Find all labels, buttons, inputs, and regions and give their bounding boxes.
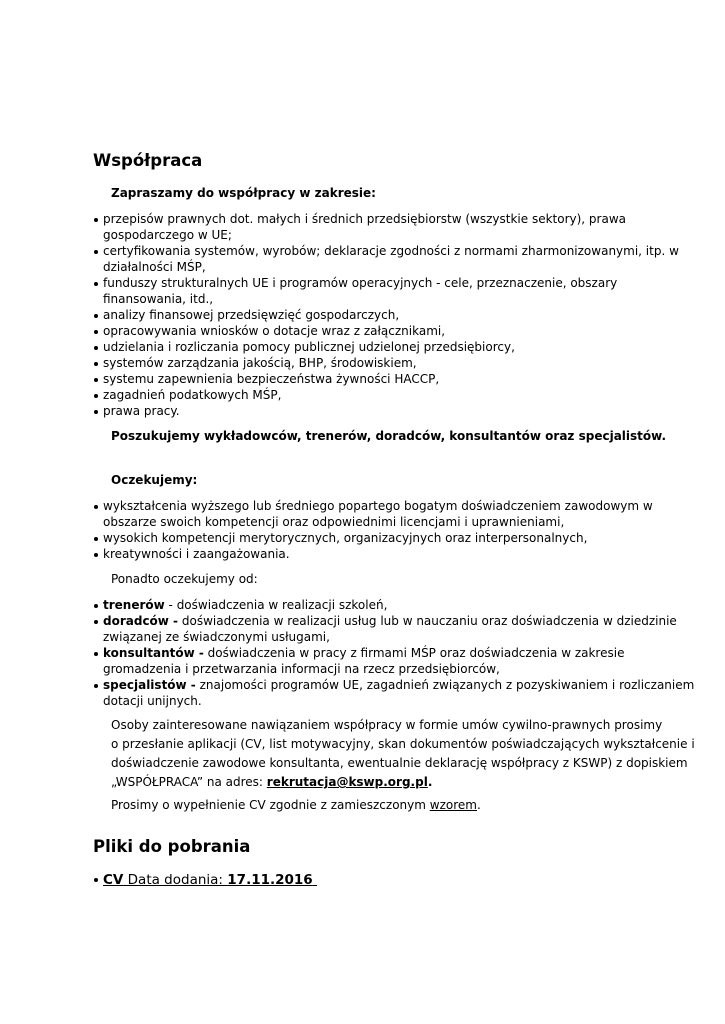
expectations-title: Oczekujemy: <box>111 473 198 487</box>
cv-note: Prosimy o wypełnienie CV zgodnie z zamieszczonym wzorem. <box>111 798 481 812</box>
list-item: konsultantów - doświadczenia w pracy z firmami MŚP oraz doświadczenia w zakresie gromadzenia i przetwarzania informacji na rzecz przedsiębiorców, <box>93 645 694 677</box>
moreover-text: Ponadto oczekujemy od: <box>111 572 258 586</box>
template-link[interactable]: wzorem <box>429 798 477 812</box>
role-name: trenerów <box>103 598 165 612</box>
section-title-downloads: Pliki do pobrania <box>93 837 251 856</box>
list-item: systemu zapewnienia bezpieczeństwa żywności HACCP, <box>93 371 679 387</box>
application-paragraph: Osoby zainteresowane nawiązaniem współpracy w formie umów cywilno-prawnych prosimy o przesłanie aplikacji (CV, list motywacyjny, skan dokumentów poświadczających wykształcenie i doświadczenie zawodowe konsultanta, ewentualnie deklarację współpracy z KSWP) z dopiskiem „WSPÓŁPRACA” na adres: rekrutacja@kswp.org.pl. <box>111 718 695 789</box>
list-item: analizy finansowej przedsięwzięć gospodarczych, <box>93 307 679 323</box>
email-link[interactable]: rekrutacja@kswp.org.pl <box>266 775 428 789</box>
searching-text: Poszukujemy wykładowców, trenerów, doradców, konsultantów oraz specjalistów. <box>111 429 667 443</box>
downloads-list <box>93 871 317 889</box>
scope-list <box>93 211 679 419</box>
file-link-cv[interactable]: CV Data dodania: 17.11.2016 <box>103 872 313 888</box>
list-item: wykształcenia wyższego lub średniego popartego bogatym doświadczeniem zawodowym w obszarze swoich kompetencji oraz odpowiednimi licencjami i uprawnieniami, <box>93 498 653 530</box>
section-title-cooperation: Współpraca <box>93 151 203 170</box>
role-name: doradców - <box>103 614 179 628</box>
list-item: udzielania i rozliczania pomocy publicznej udzielonej przedsiębiorcy, <box>93 339 679 355</box>
list-item: trenerów - doświadczenia w realizacji szkoleń, <box>93 597 694 613</box>
list-item: wysokich kompetencji merytorycznych, organizacyjnych oraz interpersonalnych, <box>93 530 653 546</box>
list-item: doradców - doświadczenia w realizacji usług lub w nauczaniu oraz doświadczenia w dziedzinie związanej ze świadczonymi usługami, <box>93 613 694 645</box>
role-name: specjalistów - <box>103 678 196 692</box>
list-item: opracowywania wniosków o dotacje wraz z załącznikami, <box>93 323 679 339</box>
expectations-list <box>93 498 653 562</box>
list-item: zagadnień podatkowych MŚP, <box>93 387 679 403</box>
list-item: systemów zarządzania jakością, BHP, środowiskiem, <box>93 355 679 371</box>
list-item: specjalistów - znajomości programów UE, zagadnień związanych z pozyskiwaniem i rozliczaniem dotacji unijnych. <box>93 677 694 709</box>
list-item: prawa pracy. <box>93 403 679 419</box>
list-item: kreatywności i zaangażowania. <box>93 546 653 562</box>
file-item <box>93 871 317 889</box>
list-item: certyfikowania systemów, wyrobów; deklaracje zgodności z normami zharmonizowanymi, itp. w działalności MŚP, <box>93 243 679 275</box>
list-item: przepisów prawnych dot. małych i średnich przedsiębiorstw (wszystkie sektory), prawa gospodarczego w UE; <box>93 211 679 243</box>
roles-list <box>93 597 694 709</box>
list-item: funduszy strukturalnych UE i programów operacyjnych - cele, przeznaczenie, obszary finansowania, itd., <box>93 275 679 307</box>
intro-text: Zapraszamy do współpracy w zakresie: <box>111 186 376 200</box>
role-name: konsultantów - <box>103 646 204 660</box>
